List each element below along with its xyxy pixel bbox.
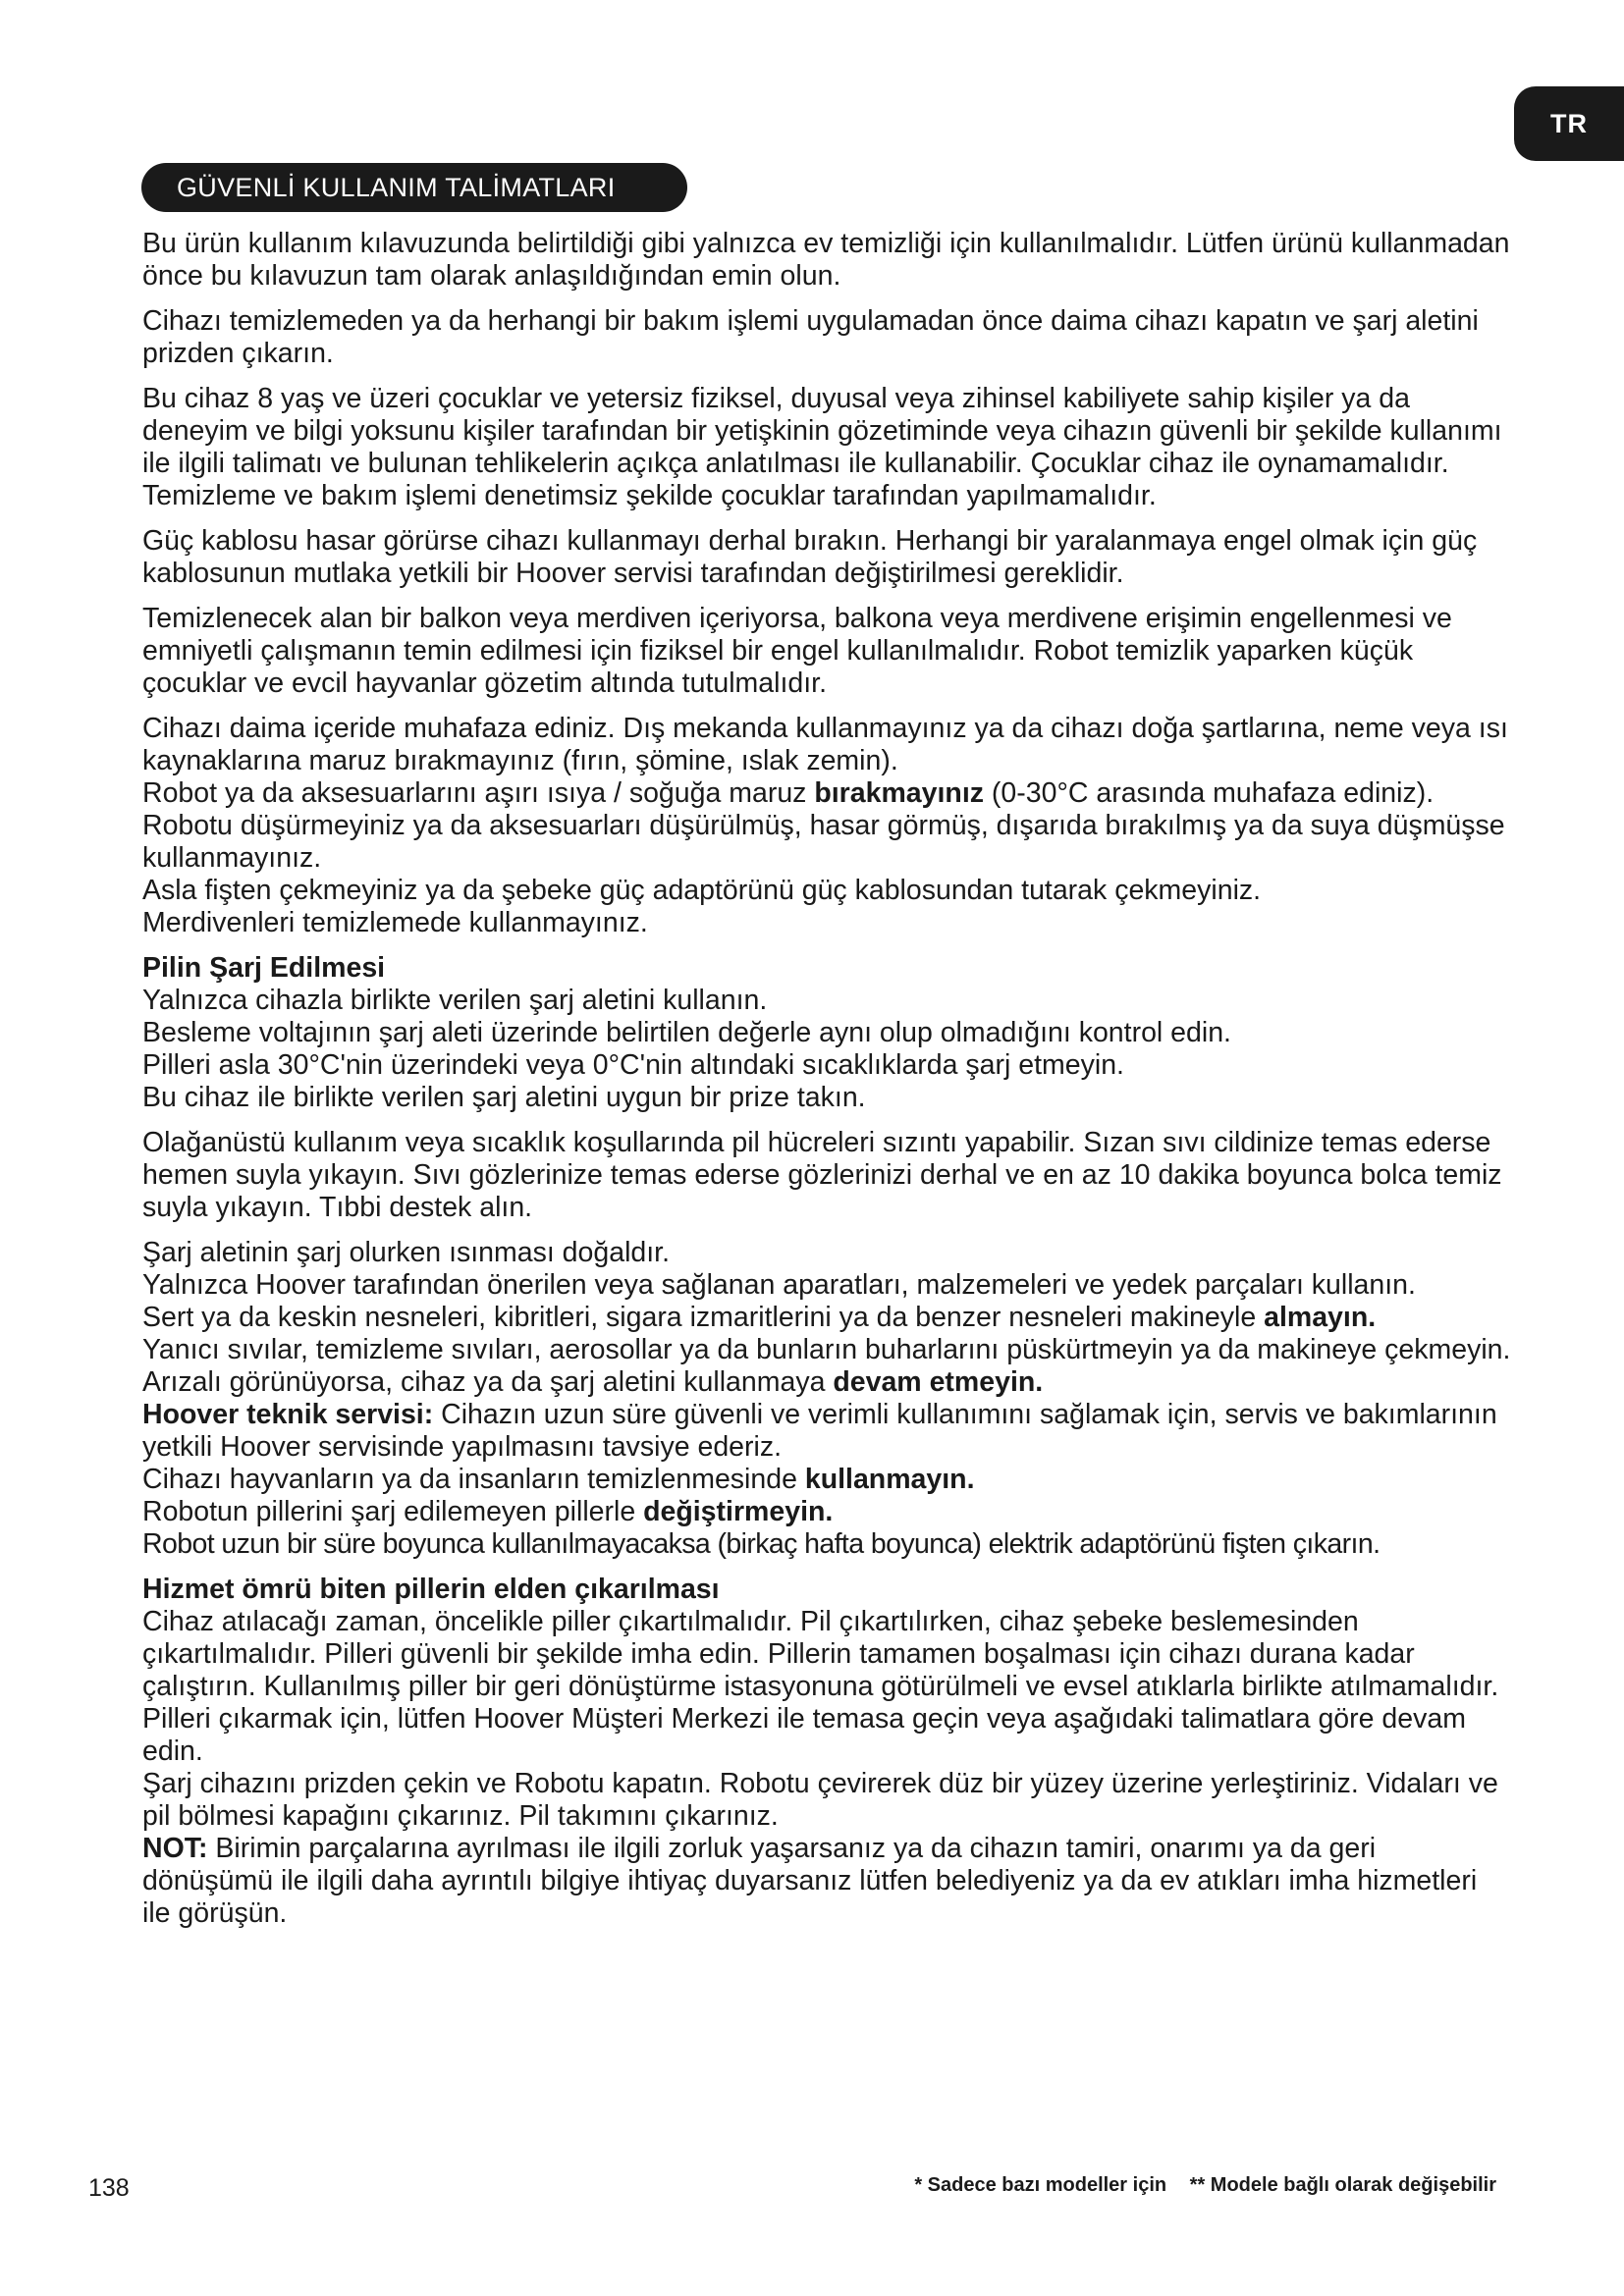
section-title: GÜVENLİ KULLANIM TALİMATLARI bbox=[141, 163, 687, 212]
battery-charging-list bbox=[142, 985, 1512, 1114]
charging-line: Besleme voltajının şarj aleti üzerinde belirtilen değerle aynı olup olmadığını kontrol edin. bbox=[142, 1017, 1231, 1048]
note-label: NOT: bbox=[142, 1833, 208, 1864]
misc-line-charger-warm: Şarj aletinin şarj olurken ısınması doğaldır. bbox=[142, 1237, 671, 1268]
disposal-heading: Hizmet ömrü biten pillerin elden çıkarılması bbox=[142, 1574, 720, 1605]
storage-line-temperature: Robot ya da aksesuarlarını aşırı ısıya / soğuğa maruz bırakmayınız (0-30°C arasında muhafaza ediniz). bbox=[142, 777, 1435, 809]
battery-charging-heading: Pilin Şarj Edilmesi bbox=[142, 952, 386, 984]
storage-line-unplug: Asla fişten çekmeyiniz ya da şebeke güç adaptörünü güç kablosundan tutarak çekmeyiniz. bbox=[142, 875, 1262, 906]
paragraph-maintenance: Cihazı temizlemeden ya da herhangi bir bakım işlemi uygulamadan önce daima cihazı kapatın ve şarj aletini prizden çıkarın. bbox=[142, 305, 1479, 369]
misc-line-long-storage: Robot uzun bir süre boyunca kullanılmayacaksa (birkaç hafta boyunca) elektrik adaptörünü fişten çıkarın. bbox=[142, 1528, 1380, 1560]
misc-line-sharp-objects: Sert ya da keskin nesneleri, kibritleri, sigara izmaritlerini ya da benzer nesneleri makineyle almayın. bbox=[142, 1302, 1377, 1333]
paragraph-balcony: Temizlenecek alan bir balkon veya merdiven içeriyorsa, balkona veya merdivene erişimin engellenmesi ve emniyetli çalışmanın temin edilmesi için fiziksel bir engel kullanılmalıdır. Robot temizlik yaparken küçük çocuklar ve evcil hayvanlar gözetim altında tutulmalıdır. bbox=[142, 603, 1452, 699]
footnote-some-models: * Sadece bazı modeller için bbox=[914, 2174, 1167, 2196]
misc-line-batteries: Robotun pillerini şarj edilemeyen pillerle değiştirmeyin. bbox=[142, 1496, 834, 1527]
paragraph-children: Bu cihaz 8 yaş ve üzeri çocuklar ve yetersiz fiziksel, duyusal veya zihinsel kabiliyete sahip kişiler ya da deneyim ve bilgi yoksunu kişiler tarafından bir yetişkinin gözetiminde veya cihazın güvenli bir şekilde kullanımı ile ilgili talimatı ve bulunan tehlikelerin açıkça anlatılması ile kullanabilir. Çocuklar cihaz ile oynamamalıdır. Temizleme ve bakım işlemi denetimsiz şekilde çocuklar tarafından yapılmamalıdır. bbox=[142, 383, 1502, 511]
misc-line-accessories: Yalnızca Hoover tarafından önerilen veya sağlanan aparatları, malzemeleri ve yedek parçaları kullanın. bbox=[142, 1269, 1416, 1301]
document-body bbox=[142, 228, 1512, 1930]
storage-line-indoor: Cihazı daima içeride muhafaza ediniz. Dış mekanda kullanmayınız ya da cihazı doğa şartlarına, neme veya ısı kaynaklarına maruz bırakmayınız (fırın, şömine, ıslak zemin). bbox=[142, 713, 1508, 776]
charging-line: Pilleri asla 30°C'nin üzerindeki veya 0°C'nin altındaki sıcaklıklarda şarj etmeyin. bbox=[142, 1049, 1124, 1081]
storage-line-drop: Robotu düşürmeyiniz ya da aksesuarları düşürülmüş, hasar görmüş, dışarıda bırakılmış ya da suya düşmüşse kullanmayınız. bbox=[142, 810, 1505, 874]
disposal-note: NOT: Birimin parçalarına ayrılması ile ilgili zorluk yaşarsanız ya da cihazın tamiri, onarımı ya da geri dönüşümü ile ilgili daha ayrıntılı bilgiye ihtiyaç duyarsanız lütfen belediyeniz ya da ev atıkları imha hizmetleri ile görüşün. bbox=[142, 1833, 1478, 1929]
paragraph-storage bbox=[142, 713, 1512, 939]
storage-line-stairs: Merdivenleri temizlemede kullanmayınız. bbox=[142, 907, 648, 938]
footnote bbox=[914, 2174, 1496, 2197]
misc-line-animals: Cihazı hayvanların ya da insanların temizlenmesinde kullanmayın. bbox=[142, 1464, 975, 1495]
disposal-text: Cihaz atılacağı zaman, öncelikle piller çıkartılmalıdır. Pil çıkartılırken, cihaz şebeke beslemesinden çıkartılmalıdır. Pilleri güvenli bir şekilde imha edin. Pillerin tamamen boşalması için cihazı durana kadar çalıştırın. Kullanılmış piller bir geri dönüştürme istasyonuna götürülmeli ve evsel atıklarla birlikte atılmamalıdır. Pilleri çıkarmak için, lütfen Hoover Müşteri Merkezi ile temasa geçin veya aşağıdaki talimatlara göre devam edin. bbox=[142, 1606, 1499, 1767]
misc-line-service: Hoover teknik servisi: Cihazın uzun süre güvenli ve verimli kullanımını sağlamak için, servis ve bakımlarının yetkili Hoover servisinde yapılmasını tavsiye ederiz. bbox=[142, 1399, 1497, 1463]
misc-line-flammable: Yanıcı sıvılar, temizleme sıvıları, aerosollar ya da bunların buharlarını püskürtmeyin ya da makineye çekmeyin. bbox=[142, 1334, 1511, 1365]
disposal-steps: Şarj cihazını prizden çekin ve Robotu kapatın. Robotu çevirerek düz bir yüzey üzerine yerleştiriniz. Vidaları ve pil bölmesi kapağını çıkarınız. Pil takımını çıkarınız. bbox=[142, 1768, 1498, 1832]
charging-line: Yalnızca cihazla birlikte verilen şarj aletini kullanın. bbox=[142, 985, 768, 1016]
misc-line-faulty: Arızalı görünüyorsa, cihaz ya da şarj aletini kullanmaya devam etmeyin. bbox=[142, 1366, 1044, 1398]
page-number: 138 bbox=[88, 2174, 130, 2202]
paragraph-usage: Bu ürün kullanım kılavuzunda belirtildiği gibi yalnızca ev temizliği için kullanılmalıdır. Lütfen ürünü kullanmadan önce bu kılavuzun tam olarak anlaşıldığından emin olun. bbox=[142, 228, 1510, 292]
footnote-model-dependent: ** Modele bağlı olarak değişebilir bbox=[1189, 2174, 1496, 2196]
charging-line: Bu cihaz ile birlikte verilen şarj aletini uygun bir prize takın. bbox=[142, 1082, 866, 1113]
paragraph-power-cable: Güç kablosu hasar görürse cihazı kullanmayı derhal bırakın. Herhangi bir yaralanmaya engel olmak için güç kablosunun mutlaka yetkili bir Hoover servisi tarafından değiştirilmesi gereklidir. bbox=[142, 525, 1478, 589]
language-tab: TR bbox=[1514, 86, 1624, 161]
paragraph-misc bbox=[142, 1237, 1512, 1561]
paragraph-battery-leak: Olağanüstü kullanım veya sıcaklık koşullarında pil hücreleri sızıntı yapabilir. Sızan sıvı cildinize temas ederse hemen suyla yıkayın. Sıvı gözlerinize temas ederse gözlerinizi derhal ve en az 10 dakika boyunca bolca temiz suyla yıkayın. Tıbbi destek alın. bbox=[142, 1127, 1502, 1223]
